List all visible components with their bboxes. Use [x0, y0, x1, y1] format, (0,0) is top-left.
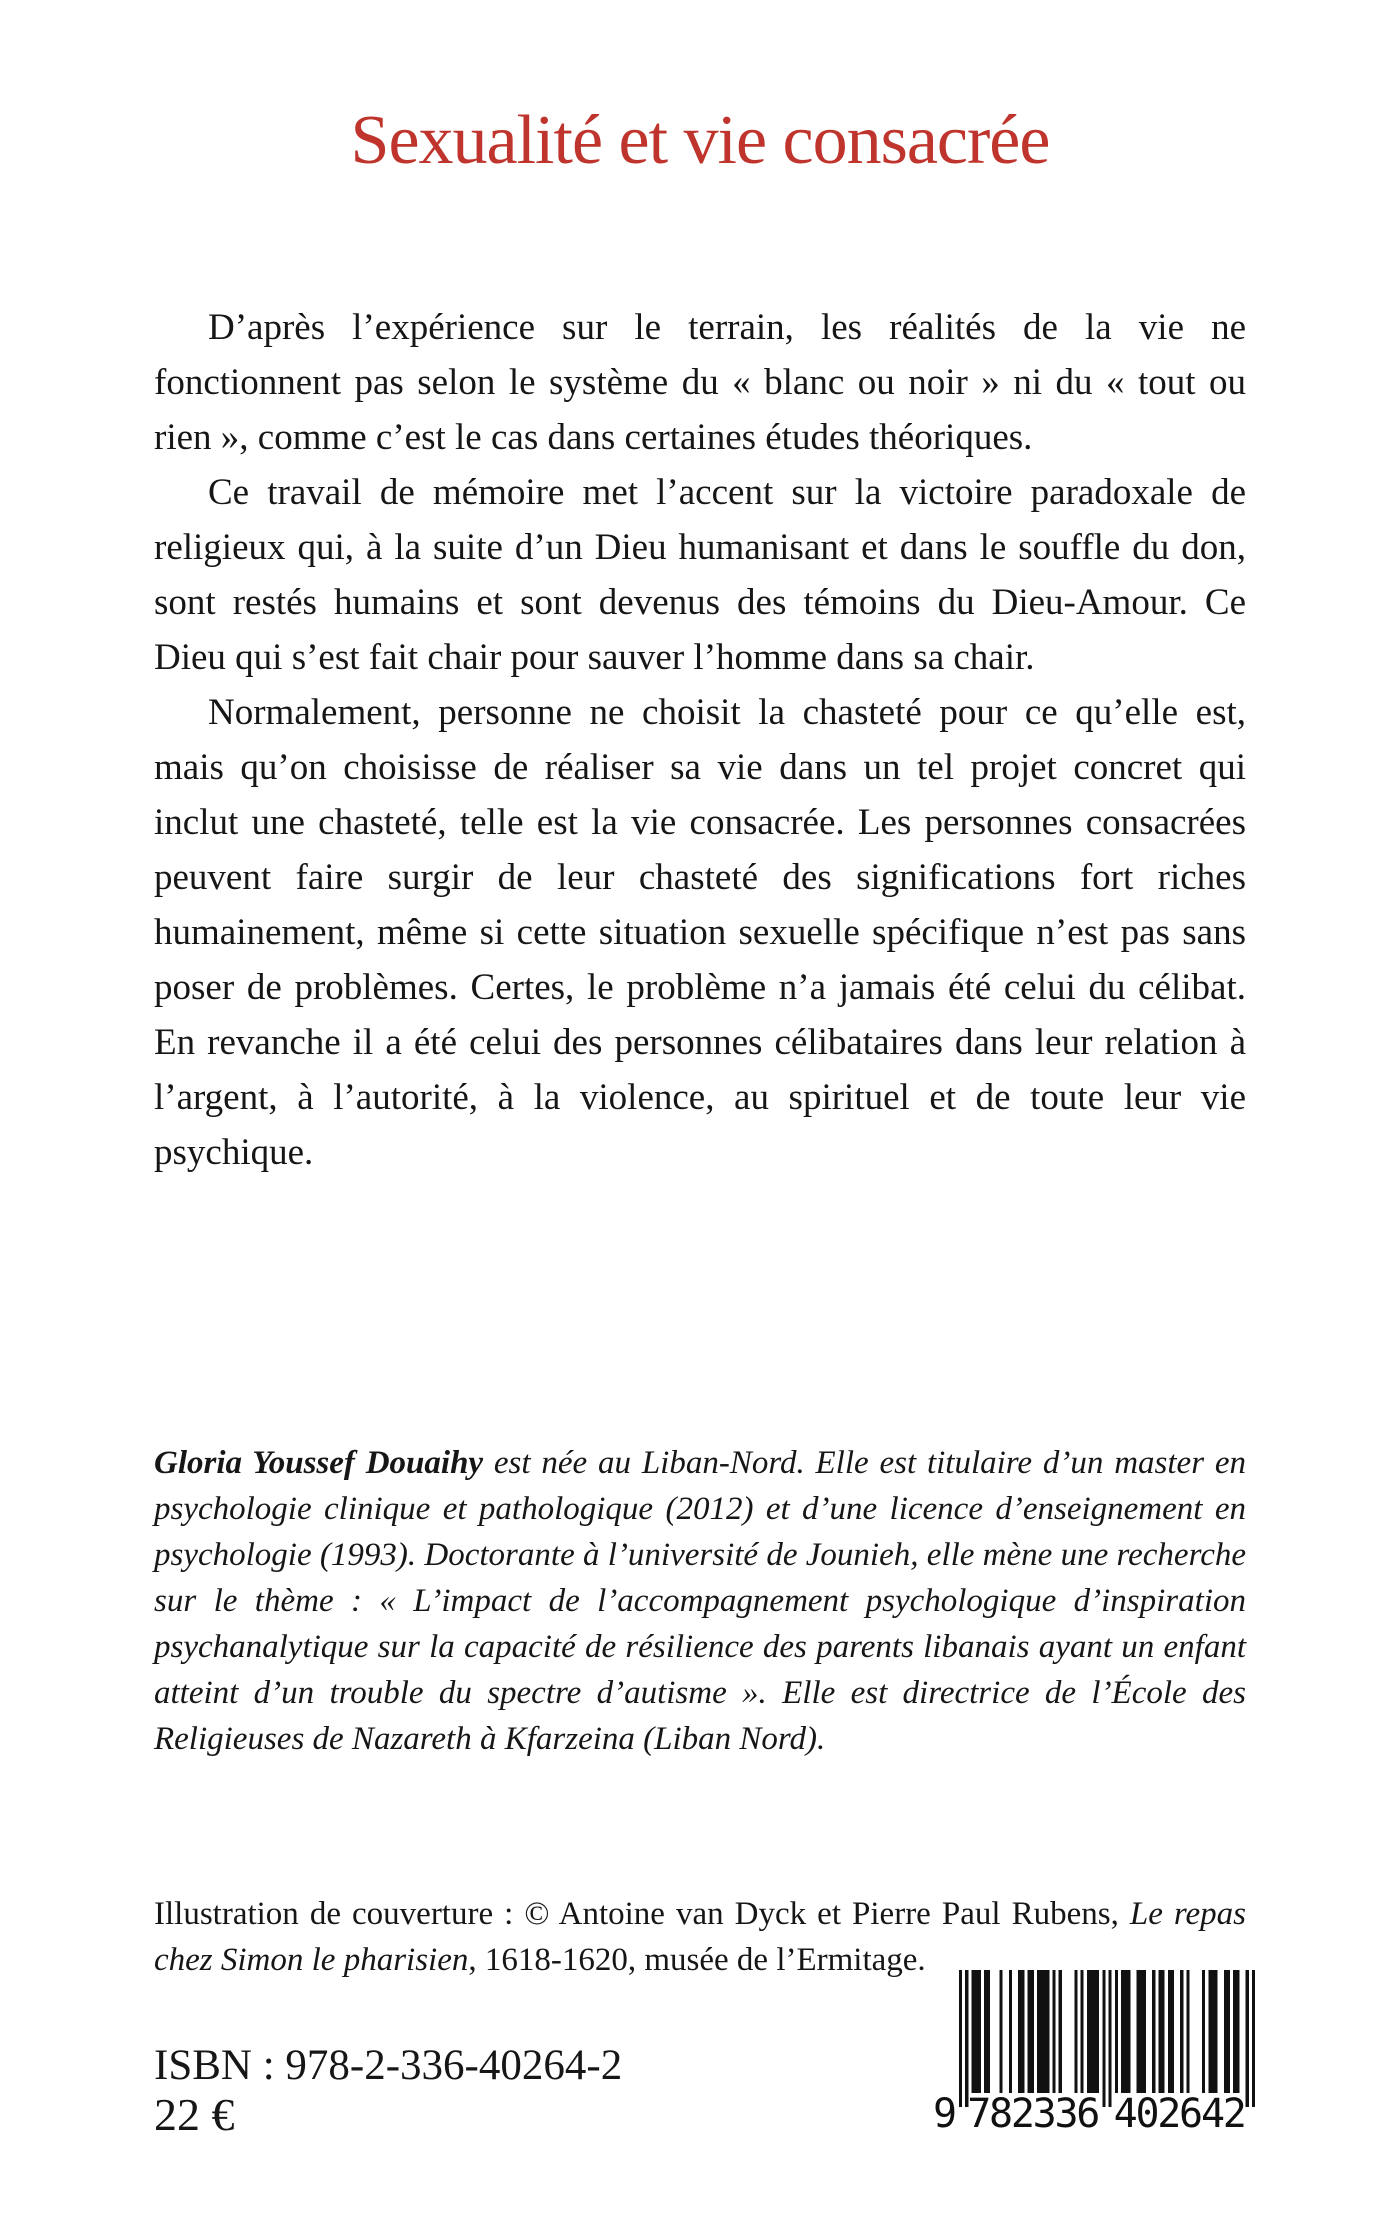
synopsis-paragraph-1: D’après l’expérience sur le terrain, les réalités de la vie ne fonctionnent pas selon le système du « blanc ou noir » ni du « tout ou rien », comme c’est le cas dans certaines études théoriques.: [154, 307, 1246, 458]
price-tag: 22 €: [154, 2089, 235, 2140]
book-title: Sexualité et vie consacrée: [350, 102, 1050, 179]
ean13-barcode: [932, 1970, 1265, 2137]
synopsis-paragraph-2: Ce travail de mémoire met l’accent sur la victoire paradoxale de religieux qui, à la suite d’un Dieu humanisant et dans le souffle du don, sont restés humains et sont devenus des témoins du Dieu-Amour. Ce Dieu qui s’est fait chair pour sauver l’homme dans sa chair.: [154, 472, 1246, 678]
barcode-digit: 4: [1200, 2091, 1226, 2137]
barcode-graphic: [932, 1970, 1265, 2137]
barcode-digit: 0: [1135, 2091, 1160, 2137]
credit-suffix: , 1618-1620, musée de l’Ermitage.: [468, 1942, 926, 1978]
isbn-number: ISBN : 978-2-336-40264-2: [154, 2042, 623, 2089]
barcode-digit: 7: [967, 2091, 992, 2137]
barcode-digit: 3: [1032, 2091, 1057, 2137]
barcode-digit: 2: [1222, 2091, 1247, 2137]
barcode-digit: 6: [1179, 2091, 1204, 2137]
artwork-title: Le repas chez Simon le pharisien: [154, 1896, 1247, 1978]
barcode-digit: 8: [989, 2091, 1014, 2137]
barcode-digit: 2: [1010, 2091, 1035, 2137]
author-name: Gloria Youssef Douaihy: [154, 1445, 484, 1481]
barcode-digit: 2: [1157, 2091, 1182, 2137]
barcode-digit: 9: [932, 2091, 958, 2137]
author-bio-text: est née au Liban-Nord. Elle est titulaire d’un master en psychologie clinique et pathologique (2012) et d’une licence d’enseignement en psychologie (1993). Doctorante à l’université de Jounieh, elle mène une recherche sur le thème : « L’impact de l’accompagnement psychologique d’inspiration psychanalytique sur la capacité de résilience des parents libanais ayant un enfant atteint d’un trouble du spectre d’autisme ». Elle est directrice de l’École des Religieuses de Nazareth à Kfarzeina (Liban Nord).: [154, 1445, 1246, 1757]
barcode-digit: 6: [1076, 2091, 1101, 2137]
barcode-digit: 3: [1054, 2091, 1079, 2137]
barcode-digit: 4: [1113, 2091, 1138, 2137]
author-bio: [154, 1440, 1246, 1762]
synopsis: [154, 300, 1246, 1180]
credit-prefix: Illustration de couverture : © Antoine van Dyck et Pierre Paul Rubens,: [154, 1896, 1130, 1932]
synopsis-paragraph-3: Normalement, personne ne choisit la chasteté pour ce qu’elle est, mais qu’on choisisse de réaliser sa vie dans un tel projet concret qui inclut une chasteté, telle est la vie consacrée. Les personnes consacrées peuvent faire surgir de leur chasteté des significations fort riches humainement, même si cette situation sexuelle spécifique n’est pas sans poser de problèmes. Certes, le problème n’a jamais été celui du célibat. En revanche il a été celui des personnes célibataires dans leur relation à l’argent, à l’autorité, à la violence, au spirituel et de toute leur vie psychique.: [154, 692, 1246, 1173]
